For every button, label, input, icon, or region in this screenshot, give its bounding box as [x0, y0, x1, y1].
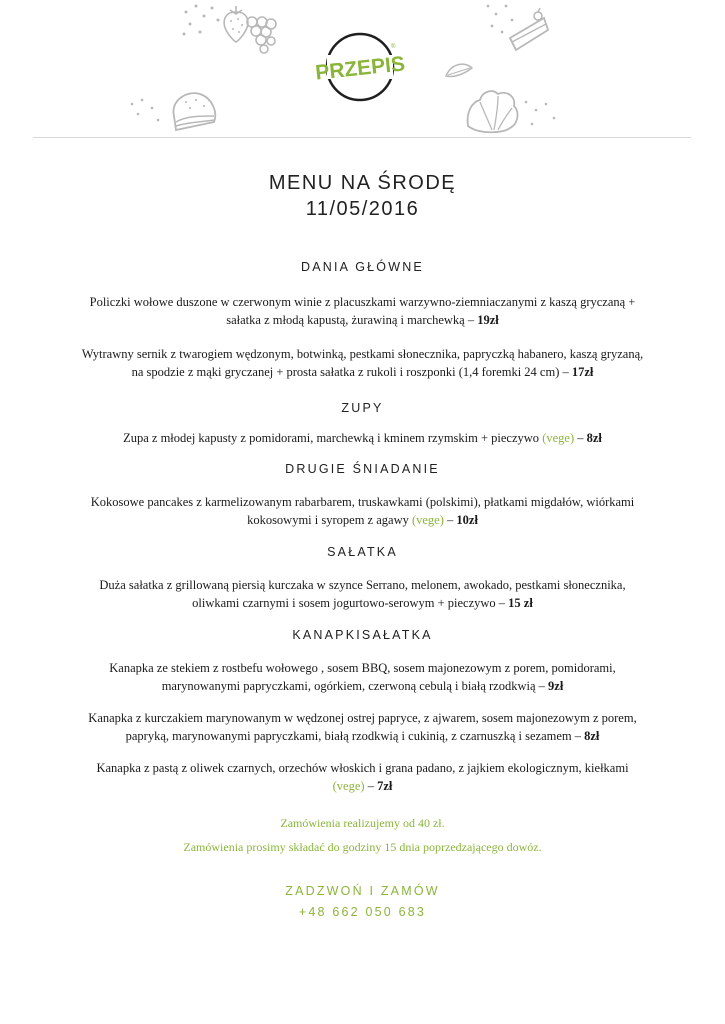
item-price: 7zł [377, 779, 393, 793]
section-heading: KANAPKISAŁATKA [292, 628, 433, 642]
section-heading: ZUPY [341, 401, 384, 415]
item-text: Wytrawny sernik z twarogiem wędzonym, botwinką, pestkami słonecznika, papryczką habanero, kaszą gryzaną, [81, 347, 644, 361]
item-text: Duża sałatka z grillowaną piersią kurczaka w szynce Serrano, melonem, awokado, pestkami słonecznika, [99, 578, 626, 592]
registered-mark: ® [391, 44, 396, 50]
item-text: oliwkami czarnymi i sosem jogurtowo-serowym + pieczywo – [192, 596, 509, 610]
deadline-note: Zamówienia prosimy składać do godziny 15 dnia poprzedzającego dowóz. [183, 840, 542, 854]
phone-number[interactable]: +48 662 050 683 [298, 905, 427, 919]
item-price: 9zł [548, 679, 564, 693]
item-text: na spodzie z mąki gryczanej + prosta sałatka z rukoli i roszponki (1,4 foremki 24 cm) – [131, 365, 572, 379]
menu-item [63, 429, 663, 447]
sandwich-icon [166, 86, 222, 136]
item-separator: – [574, 431, 587, 445]
item-separator: – [364, 779, 378, 793]
leaf-icon [444, 60, 474, 80]
dots-pattern-icon [520, 96, 564, 130]
przepis-logo [314, 30, 407, 104]
menu-item [63, 293, 663, 329]
menu-item [63, 576, 663, 612]
menu-date: 11/05/2016 [305, 198, 420, 220]
item-text: kokosowymi i syropem z agawy [247, 513, 412, 527]
lettuce-icon [462, 82, 524, 136]
section-heading: DRUGIE ŚNIADANIE [285, 462, 440, 476]
min-order-note: Zamówienia realizujemy od 40 zł. [280, 816, 445, 830]
menu-content [0, 170, 725, 920]
item-price: 10zł [456, 513, 478, 527]
vege-badge: (vege) [542, 431, 575, 445]
item-price: 19zł [477, 313, 499, 327]
header-area [0, 0, 725, 138]
cake-slice-icon [504, 8, 554, 58]
item-text: Kokosowe pancakes z karmelizowanym rabarbarem, truskawkami (polskimi), płatkami migdałów, wiórkami [90, 495, 635, 509]
item-price: 8zł [584, 729, 600, 743]
item-price: 15 zł [508, 596, 533, 610]
item-text: papryką, marynowanymi papryczkami, białą rzodkwią i cukinią, z czarnuszką i sezamem – [125, 729, 585, 743]
item-text: Zupa z młodej kapusty z pomidorami, marchewką i kminem rzymskim + pieczywo [123, 431, 543, 445]
menu-item [63, 345, 663, 381]
vege-badge: (vege) [411, 513, 444, 527]
dots-pattern-icon [126, 96, 166, 126]
menu-item [63, 659, 663, 695]
item-price: 17zł [571, 365, 594, 379]
header-divider [33, 137, 691, 138]
page-title: MENU NA ŚRODĘ [268, 172, 457, 194]
item-text: Kanapka z kurczakiem marynowanym w wędzonej ostrej papryce, z ajwarem, sosem majonezowym z porem, [88, 711, 637, 725]
item-text: Policzki wołowe duszone w czerwonym winie z placuszkami warzywno-ziemniaczanymi z kaszą gryczaną + [89, 295, 636, 309]
section-heading: DANIA GŁÓWNE [301, 260, 424, 274]
item-text: marynowanymi papryczkami, ogórkiem, czerwoną cebulą i białą rzodkwią – [161, 679, 549, 693]
logo-text: PRZEPIS [314, 52, 407, 85]
item-price: 8zł [586, 431, 602, 445]
call-to-order-label: ZADZWOŃ I ZAMÓW [285, 884, 440, 898]
item-text: Kanapka ze stekiem z rostbefu wołowego , sosem BBQ, sosem majonezowym z porem, pomidorami, [109, 661, 616, 675]
menu-item [63, 709, 663, 745]
item-text: Kanapka z pastą z oliwek czarnych, orzechów włoskich i grana padano, z jajkiem ekologicznym, kiełkami [96, 761, 629, 775]
grapes-icon [244, 10, 278, 56]
item-text: sałatka z młodą kapustą, żurawiną i marchewką – [226, 313, 478, 327]
menu-item [63, 493, 663, 529]
menu-item [63, 759, 663, 795]
vege-badge: (vege) [332, 779, 365, 793]
item-separator: – [443, 513, 457, 527]
section-heading: SAŁATKA [327, 545, 398, 559]
